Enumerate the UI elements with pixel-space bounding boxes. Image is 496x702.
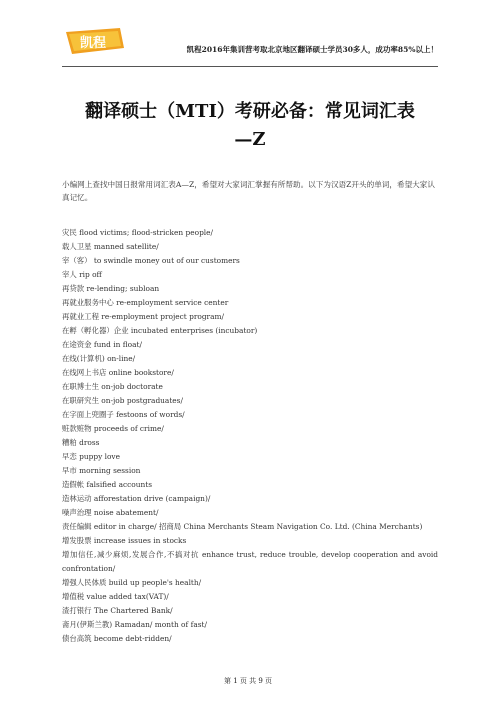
glossary-entry: 早市 morning session <box>62 466 141 475</box>
glossary-entry: 增加信任,减少麻烦,发展合作,不搞对抗 enhance trust, reduce trouble, develop cooperation and avoid confrontation/ <box>62 550 438 573</box>
glossary-entry: 载人卫星 manned satellite/ <box>62 242 159 251</box>
page-header <box>62 28 438 67</box>
glossary-entry: 造林运动 afforestation drive (campaign)/ <box>62 494 211 503</box>
kaicheng-logo <box>66 28 126 56</box>
glossary-entry: 早恋 puppy love <box>62 452 120 461</box>
glossary-entry: 在职博士生 on-job doctorate <box>62 382 163 391</box>
glossary-entry: 赃款赃物 proceeds of crime/ <box>62 424 164 433</box>
glossary-entry: 增强人民体质 build up people's health/ <box>62 578 202 587</box>
glossary-entry: 灾民 flood victims; flood-stricken people/ <box>62 228 214 237</box>
document-title <box>62 98 438 154</box>
glossary-entry: 再贷款 re-lending; subloan <box>62 284 160 293</box>
glossary-entry: 在线网上书店 online bookstore/ <box>62 368 174 377</box>
glossary-entry: 在字面上兜圈子 festoons of words/ <box>62 410 185 419</box>
glossary-entry: 在线(计算机) on-line/ <box>62 354 136 363</box>
title-line-2: —Z <box>234 129 266 150</box>
glossary-entry: 渣打银行 The Chartered Bank/ <box>62 606 173 615</box>
intro-paragraph: 小编网上查找中国日报常用词汇表A—Z，希望对大家词汇掌握有所帮助。以下为汉语Z开头的单词，希望大家认真记忆。 <box>62 180 435 202</box>
glossary-entry: 糟粕 dross <box>62 438 100 447</box>
glossary-entry: 造假帐 falsified accounts <box>62 480 152 489</box>
glossary-entry: 再就业服务中心 re-employment service center <box>62 298 229 307</box>
glossary-entry: 债台高筑 become debt-ridden/ <box>62 634 172 643</box>
glossary-entry: 责任编辑 editor in charge/ 招商局 China Merchants Steam Navigation Co. Ltd. (China Merchants) <box>62 522 423 531</box>
glossary-entry: 增值税 value added tax(VAT)/ <box>62 592 169 601</box>
glossary-entry: 在孵（孵化器）企业 incubated enterprises (incubator) <box>62 326 258 335</box>
glossary-entry: 噪声治理 noise abatement/ <box>62 508 159 517</box>
title-line-1: 翻译硕士（MTI）考研必备：常见词汇表 <box>85 101 415 122</box>
glossary-entry: 宰（客） to swindle money out of our customers <box>62 256 240 265</box>
glossary-entry: 增发股票 increase issues in stocks <box>62 536 187 545</box>
glossary-entry: 斋月(伊斯兰教) Ramadan/ month of fast/ <box>62 620 207 629</box>
header-tagline: 凯程2016年集训营考取北京地区翻译硕士学员30多人，成功率85%以上！ <box>186 45 438 54</box>
glossary-entry: 宰人 rip off <box>62 270 102 279</box>
glossary-entry: 在职研究生 on-job postgraduates/ <box>62 396 183 405</box>
page-footer: 第 1 页 共 9 页 <box>223 677 273 685</box>
glossary-list <box>62 226 438 646</box>
svg-text:凯程: 凯程 <box>80 36 107 51</box>
glossary-entry: 再就业工程 re-employment project program/ <box>62 312 224 321</box>
glossary-entry: 在途资金 fund in float/ <box>62 340 142 349</box>
